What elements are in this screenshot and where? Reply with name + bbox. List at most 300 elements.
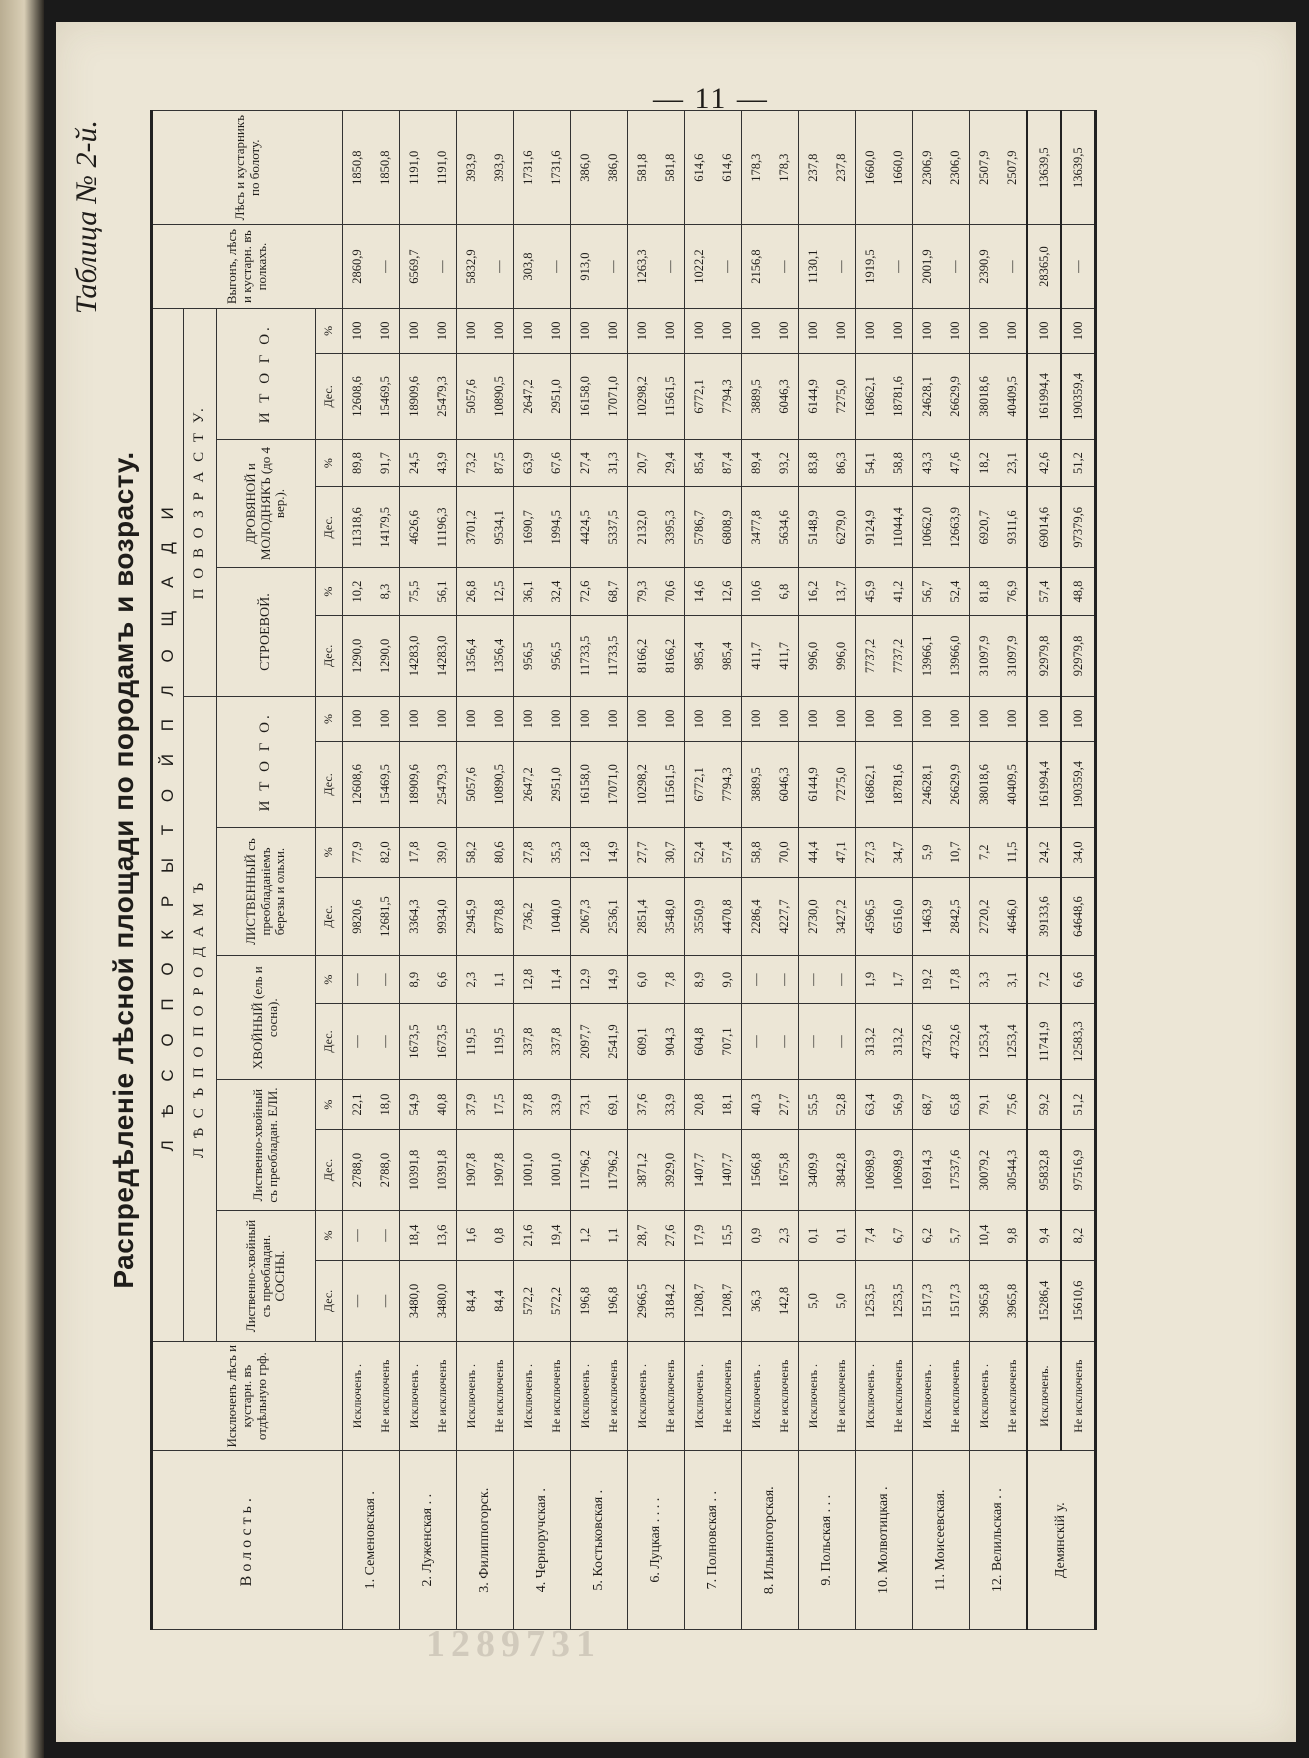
table-cell: 72,6 — [571, 568, 600, 616]
header-volost: Волость. — [152, 1451, 343, 1630]
table-cell: 58,8 — [884, 439, 913, 487]
table-row — [457, 111, 486, 1630]
unit-desyatina: Дес. — [316, 487, 343, 568]
table-cell: 237,8 — [827, 111, 856, 225]
table-cell: 2647,2 — [514, 742, 543, 828]
table-cell: 29,4 — [656, 439, 685, 487]
table-cell: 4732,6 — [941, 1003, 970, 1079]
table-cell: 19,2 — [913, 956, 942, 1004]
table-cell: 7,8 — [656, 956, 685, 1004]
table-cell: 2306,0 — [941, 111, 970, 225]
table-cell: 79,1 — [970, 1080, 999, 1130]
table-cell: 14179,5 — [371, 487, 400, 568]
table-cell: 6772,1 — [685, 354, 714, 440]
table-cell: 89,4 — [742, 439, 771, 487]
table-cell: 142,8 — [770, 1261, 799, 1342]
table-cell: 59,2 — [1027, 1080, 1061, 1130]
table-cell: 581,8 — [656, 111, 685, 225]
table-cell: 100 — [542, 696, 571, 741]
table-cell: 1356,4 — [485, 615, 514, 696]
table-cell: 1001,0 — [542, 1130, 571, 1211]
table-cell: 3889,5 — [742, 354, 771, 440]
table-row — [400, 111, 429, 1630]
table-cell: 6516,0 — [884, 877, 913, 956]
table-cell: 14283,0 — [400, 615, 429, 696]
table-cell: 8,9 — [685, 956, 714, 1004]
table-cell: 7794,3 — [713, 354, 742, 440]
table-cell: 28365,0 — [1027, 225, 1061, 308]
table-cell: 985,4 — [713, 615, 742, 696]
table-cell: 1660,0 — [856, 111, 885, 225]
table-cell: 9,0 — [713, 956, 742, 1004]
table-cell: 22,1 — [343, 1080, 372, 1130]
table-cell: 20,8 — [685, 1080, 714, 1130]
table-cell: 45,9 — [856, 568, 885, 616]
table-cell: 24,2 — [1027, 827, 1061, 877]
table-cell: 21,6 — [514, 1211, 543, 1261]
table-cell: 23,1 — [998, 439, 1027, 487]
page-number: — 11 — — [653, 82, 769, 115]
table-cell: 100 — [371, 696, 400, 741]
table-cell: 100 — [770, 696, 799, 741]
table-cell: 13,6 — [428, 1211, 457, 1261]
table-cell: 89,8 — [343, 439, 372, 487]
table-cell: 67,6 — [542, 439, 571, 487]
table-cell: 95832,8 — [1027, 1130, 1061, 1211]
table-cell: 75,5 — [400, 568, 429, 616]
table-cell: 87,5 — [485, 439, 514, 487]
table-cell: 5832,9 — [457, 225, 486, 308]
table-cell: 956,5 — [542, 615, 571, 696]
table-cell: 81,8 — [970, 568, 999, 616]
table-cell: 1566,8 — [742, 1130, 771, 1211]
table-cell: 4646,0 — [998, 877, 1027, 956]
table-cell: 70,0 — [770, 827, 799, 877]
table-cell: 12681,5 — [371, 877, 400, 956]
table-cell: 0,1 — [827, 1211, 856, 1261]
table-cell: 12,6 — [713, 568, 742, 616]
table-cell: 100 — [571, 696, 600, 741]
table-cell: — — [770, 225, 799, 308]
table-cell: 572,2 — [514, 1261, 543, 1342]
table-row — [827, 111, 856, 1630]
table-cell: 27,6 — [656, 1211, 685, 1261]
table-title: Распредѣленіе лѣсной площади по породамъ и возрасту. — [108, 451, 139, 1289]
table-cell: 13639,5 — [1027, 111, 1061, 225]
table-cell: 3889,5 — [742, 742, 771, 828]
unit-percent: % — [316, 439, 343, 487]
table-cell: 58,2 — [457, 827, 486, 877]
table-cell: 40,3 — [742, 1080, 771, 1130]
table-cell: 11318,6 — [343, 487, 372, 568]
table-cell: 190359,4 — [1061, 742, 1096, 828]
table-cell: 5057,6 — [457, 354, 486, 440]
table-cell: 161994,4 — [1027, 354, 1061, 440]
table-cell: 26629,9 — [941, 742, 970, 828]
table-cell: 15286,4 — [1027, 1261, 1061, 1342]
table-cell: 3871,2 — [628, 1130, 657, 1211]
header-mature: СТРОЕВОЙ. — [217, 568, 316, 697]
table-cell: 39133,6 — [1027, 877, 1061, 956]
table-cell: 100 — [913, 308, 942, 353]
table-cell: 3550,9 — [685, 877, 714, 956]
table-cell: 2647,2 — [514, 354, 543, 440]
variant-label: Не исключенъ — [998, 1341, 1027, 1451]
table-cell: 2966,5 — [628, 1261, 657, 1342]
table-cell: 6,7 — [884, 1211, 913, 1261]
table-cell: 37,8 — [514, 1080, 543, 1130]
data-table — [150, 110, 1097, 1630]
table-cell: 1263,3 — [628, 225, 657, 308]
table-cell: 52,4 — [685, 827, 714, 877]
table-cell: 11044,4 — [884, 487, 913, 568]
table-cell: 5,0 — [827, 1261, 856, 1342]
table-cell: 1253,5 — [856, 1261, 885, 1342]
table-cell: 100 — [400, 696, 429, 741]
table-cell: 10698,9 — [856, 1130, 885, 1211]
table-cell: 25479,3 — [428, 354, 457, 440]
table-cell: 10,2 — [343, 568, 372, 616]
table-cell: 11196,3 — [428, 487, 457, 568]
table-cell: — — [827, 956, 856, 1004]
table-cell: 18,1 — [713, 1080, 742, 1130]
table-cell: 25479,3 — [428, 742, 457, 828]
table-cell: 581,8 — [628, 111, 657, 225]
unit-desyatina: Дес. — [316, 1003, 343, 1079]
table-cell: 100 — [685, 308, 714, 353]
table-cell: 100 — [656, 696, 685, 741]
table-cell: 2001,9 — [913, 225, 942, 308]
table-cell: 86,3 — [827, 439, 856, 487]
table-cell: 31097,9 — [970, 615, 999, 696]
table-cell: 47,6 — [941, 439, 970, 487]
table-cell: 614,6 — [713, 111, 742, 225]
table-cell: 100 — [628, 308, 657, 353]
table-cell: 1253,5 — [884, 1261, 913, 1342]
table-cell: 27,7 — [770, 1080, 799, 1130]
table-cell: — — [827, 1003, 856, 1079]
table-cell: 84,4 — [485, 1261, 514, 1342]
table-cell: 97516,9 — [1061, 1130, 1096, 1211]
table-cell: 33,9 — [542, 1080, 571, 1130]
table-cell: 11796,2 — [599, 1130, 628, 1211]
table-cell: 7275,0 — [827, 354, 856, 440]
table-cell: 37,9 — [457, 1080, 486, 1130]
table-cell: 3,1 — [998, 956, 1027, 1004]
variant-label: Исключенъ . — [628, 1341, 657, 1451]
variant-label: Не исключенъ — [1061, 1341, 1096, 1451]
table-cell: 1253,4 — [970, 1003, 999, 1079]
table-cell: 7,2 — [1027, 956, 1061, 1004]
table-cell: 14,9 — [599, 827, 628, 877]
table-cell: 411,7 — [770, 615, 799, 696]
table-cell: 393,9 — [485, 111, 514, 225]
table-row — [343, 111, 372, 1630]
table-cell: 24628,1 — [913, 354, 942, 440]
table-row — [970, 111, 999, 1630]
table-cell: 2507,9 — [998, 111, 1027, 225]
table-cell: 1356,4 — [457, 615, 486, 696]
unit-desyatina: Дес. — [316, 354, 343, 440]
table-cell: 10298,2 — [628, 354, 657, 440]
table-row — [514, 111, 543, 1630]
table-cell: 609,1 — [628, 1003, 657, 1079]
table-cell: 100 — [514, 696, 543, 741]
table-cell: 43,9 — [428, 439, 457, 487]
table-cell: 303,8 — [514, 225, 543, 308]
table-cell: 100 — [457, 308, 486, 353]
table-cell: 31,3 — [599, 439, 628, 487]
table-cell: 27,4 — [571, 439, 600, 487]
table-cell: 2788,0 — [371, 1130, 400, 1211]
table-cell: 6,2 — [913, 1211, 942, 1261]
table-cell: 8166,2 — [656, 615, 685, 696]
table-cell: 2286,4 — [742, 877, 771, 956]
table-cell: 3184,2 — [656, 1261, 685, 1342]
table-cell: 56,1 — [428, 568, 457, 616]
table-cell: 1253,4 — [998, 1003, 1027, 1079]
table-cell: 10,4 — [970, 1211, 999, 1261]
table-cell: 6920,7 — [970, 487, 999, 568]
table-cell: — — [599, 225, 628, 308]
table-cell: 100 — [913, 696, 942, 741]
table-cell: 100 — [371, 308, 400, 353]
unit-desyatina: Дес. — [316, 1261, 343, 1342]
table-cell: 11796,2 — [571, 1130, 600, 1211]
table-cell: 1208,7 — [713, 1261, 742, 1342]
table-cell: 52,4 — [941, 568, 970, 616]
table-cell: 8166,2 — [628, 615, 657, 696]
table-cell: 12,5 — [485, 568, 514, 616]
total-row — [1061, 111, 1096, 1630]
table-cell: 3480,0 — [400, 1261, 429, 1342]
unit-desyatina: Дес. — [316, 877, 343, 956]
table-cell: 80,6 — [485, 827, 514, 877]
table-cell: 15,5 — [713, 1211, 742, 1261]
table-cell: 100 — [856, 308, 885, 353]
table-cell: 2541,9 — [599, 1003, 628, 1079]
table-cell: — — [343, 1211, 372, 1261]
table-row — [485, 111, 514, 1630]
table-cell: 19,4 — [542, 1211, 571, 1261]
table-cell: 6279,0 — [827, 487, 856, 568]
bleed-through-text: 1289731 — [426, 1623, 601, 1665]
rotated-table-block — [70, 110, 1190, 1630]
unit-percent: % — [316, 308, 343, 353]
table-cell: 736,2 — [514, 877, 543, 956]
table-cell: 7,2 — [970, 827, 999, 877]
table-cell: 14,9 — [599, 956, 628, 1004]
table-cell: 79,3 — [628, 568, 657, 616]
table-cell: 20,7 — [628, 439, 657, 487]
table-cell: 2306,9 — [913, 111, 942, 225]
table-cell: 1907,8 — [485, 1130, 514, 1211]
table-cell: 40409,5 — [998, 354, 1027, 440]
table-cell: 3364,3 — [400, 877, 429, 956]
table-cell: 51,2 — [1061, 1080, 1096, 1130]
table-cell: 707,1 — [713, 1003, 742, 1079]
header-young: ДРОВЯНОЙ и МОЛОДНЯКЪ (до 4 вер.). — [217, 439, 316, 568]
table-cell: 4227,7 — [770, 877, 799, 956]
table-cell: 313,2 — [884, 1003, 913, 1079]
table-cell: — — [1061, 225, 1096, 308]
table-cell: 100 — [514, 308, 543, 353]
table-cell: — — [428, 225, 457, 308]
table-cell: 85,4 — [685, 439, 714, 487]
table-cell: 10890,5 — [485, 742, 514, 828]
table-cell: 7737,2 — [856, 615, 885, 696]
table-cell: 7737,2 — [884, 615, 913, 696]
table-cell: 17,5 — [485, 1080, 514, 1130]
table-cell: 6569,7 — [400, 225, 429, 308]
table-cell: 4596,5 — [856, 877, 885, 956]
table-cell: 1208,7 — [685, 1261, 714, 1342]
table-cell: 100 — [998, 308, 1027, 353]
table-cell: 9534,1 — [485, 487, 514, 568]
table-cell: 27,3 — [856, 827, 885, 877]
table-cell: 1690,7 — [514, 487, 543, 568]
table-cell: — — [371, 1261, 400, 1342]
table-cell: 63,9 — [514, 439, 543, 487]
table-cell: 41,2 — [884, 568, 913, 616]
unit-percent: % — [316, 956, 343, 1004]
table-cell: 0,8 — [485, 1211, 514, 1261]
table-cell: 3427,2 — [827, 877, 856, 956]
table-cell: 196,8 — [571, 1261, 600, 1342]
table-cell: 100 — [599, 308, 628, 353]
volost-name: 9. Польская . . . — [799, 1451, 856, 1630]
table-cell: — — [485, 225, 514, 308]
table-cell: 5148,9 — [799, 487, 828, 568]
table-cell: — — [371, 1211, 400, 1261]
table-cell: 5057,6 — [457, 742, 486, 828]
table-cell: 100 — [713, 696, 742, 741]
table-cell: 1407,7 — [713, 1130, 742, 1211]
table-cell: 27,7 — [628, 827, 657, 877]
table-cell: 8,2 — [1061, 1211, 1096, 1261]
table-cell: 77,9 — [343, 827, 372, 877]
table-cell: 1660,0 — [884, 111, 913, 225]
table-cell: 56,9 — [884, 1080, 913, 1130]
table-cell: 1919,5 — [856, 225, 885, 308]
table-cell: 6144,9 — [799, 354, 828, 440]
table-cell: — — [371, 1003, 400, 1079]
table-cell: 16862,1 — [856, 354, 885, 440]
table-row — [998, 111, 1027, 1630]
table-cell: 100 — [799, 696, 828, 741]
table-cell: 2860,9 — [343, 225, 372, 308]
variant-label: Исключенъ . — [799, 1341, 828, 1451]
table-cell: 6,6 — [1061, 956, 1096, 1004]
table-cell: — — [343, 956, 372, 1004]
variant-label: Исключенъ . — [514, 1341, 543, 1451]
table-row — [770, 111, 799, 1630]
table-cell: 9,8 — [998, 1211, 1027, 1261]
table-cell: 18909,6 — [400, 742, 429, 828]
unit-percent: % — [316, 1211, 343, 1261]
table-cell: — — [770, 1003, 799, 1079]
variant-label: Не исключенъ — [713, 1341, 742, 1451]
table-cell: — — [371, 225, 400, 308]
table-cell: 2536,1 — [599, 877, 628, 956]
variant-label: Исключенъ . — [685, 1341, 714, 1451]
table-cell: 18909,6 — [400, 354, 429, 440]
table-cell: 100 — [685, 696, 714, 741]
table-cell: — — [742, 956, 771, 1004]
table-cell: 3842,8 — [827, 1130, 856, 1211]
table-cell: 10,7 — [941, 827, 970, 877]
variant-label: Не исключенъ — [428, 1341, 457, 1451]
table-cell: 12,8 — [571, 827, 600, 877]
table-cell: 17071,0 — [599, 354, 628, 440]
table-cell: 31097,9 — [998, 615, 1027, 696]
table-cell: 38018,6 — [970, 354, 999, 440]
table-cell: 100 — [428, 696, 457, 741]
table-cell: 40,8 — [428, 1080, 457, 1130]
table-cell: 10662,0 — [913, 487, 942, 568]
table-row — [542, 111, 571, 1630]
table-cell: 5,7 — [941, 1211, 970, 1261]
table-cell: 6,0 — [628, 956, 657, 1004]
table-cell: 6,8 — [770, 568, 799, 616]
table-cell: 44,4 — [799, 827, 828, 877]
table-cell: 92979,8 — [1027, 615, 1061, 696]
table-cell: 1,1 — [485, 956, 514, 1004]
table-cell: 237,8 — [799, 111, 828, 225]
table-cell: 100 — [1027, 696, 1061, 741]
table-cell: 3929,0 — [656, 1130, 685, 1211]
table-cell: 35,3 — [542, 827, 571, 877]
table-cell: 70,6 — [656, 568, 685, 616]
header-excluded: Исключенъ лѣсъ и кустарн. въ отдѣльную грф. — [152, 1341, 343, 1451]
table-cell: 1040,0 — [542, 877, 571, 956]
table-cell: 411,7 — [742, 615, 771, 696]
table-cell: 3965,8 — [970, 1261, 999, 1342]
table-cell: 17,8 — [941, 956, 970, 1004]
table-cell: 3701,2 — [457, 487, 486, 568]
table-cell: 5786,7 — [685, 487, 714, 568]
volost-name: 3. Филиппогорск. — [457, 1451, 514, 1630]
table-cell: 11,4 — [542, 956, 571, 1004]
table-cell: 190359,4 — [1061, 354, 1096, 440]
table-cell: — — [799, 1003, 828, 1079]
table-cell: 16158,0 — [571, 742, 600, 828]
table-cell: 24628,1 — [913, 742, 942, 828]
table-cell: 10391,8 — [428, 1130, 457, 1211]
table-cell: 178,3 — [742, 111, 771, 225]
table-cell: 1,7 — [884, 956, 913, 1004]
table-cell: 10391,8 — [400, 1130, 429, 1211]
table-cell: 68,7 — [913, 1080, 942, 1130]
table-cell: 100 — [856, 696, 885, 741]
table-cell: 1673,5 — [400, 1003, 429, 1079]
table-cell: 12663,9 — [941, 487, 970, 568]
table-cell: 18781,6 — [884, 354, 913, 440]
table-cell: 40409,5 — [998, 742, 1027, 828]
variant-label: Исключенъ. — [1027, 1341, 1061, 1451]
table-row — [713, 111, 742, 1630]
table-cell: 42,6 — [1027, 439, 1061, 487]
header-birch: ЛИСТВЕННЫЙ съ преобладаніемъ березы и ольхи. — [217, 827, 316, 956]
table-cell: 1850,8 — [371, 111, 400, 225]
table-cell: 27,8 — [514, 827, 543, 877]
table-cell: 1517,3 — [913, 1261, 942, 1342]
table-cell: 904,3 — [656, 1003, 685, 1079]
table-cell: 12608,6 — [343, 742, 372, 828]
table-cell: 12,8 — [514, 956, 543, 1004]
table-cell: 1,2 — [571, 1211, 600, 1261]
table-cell: 33,9 — [656, 1080, 685, 1130]
